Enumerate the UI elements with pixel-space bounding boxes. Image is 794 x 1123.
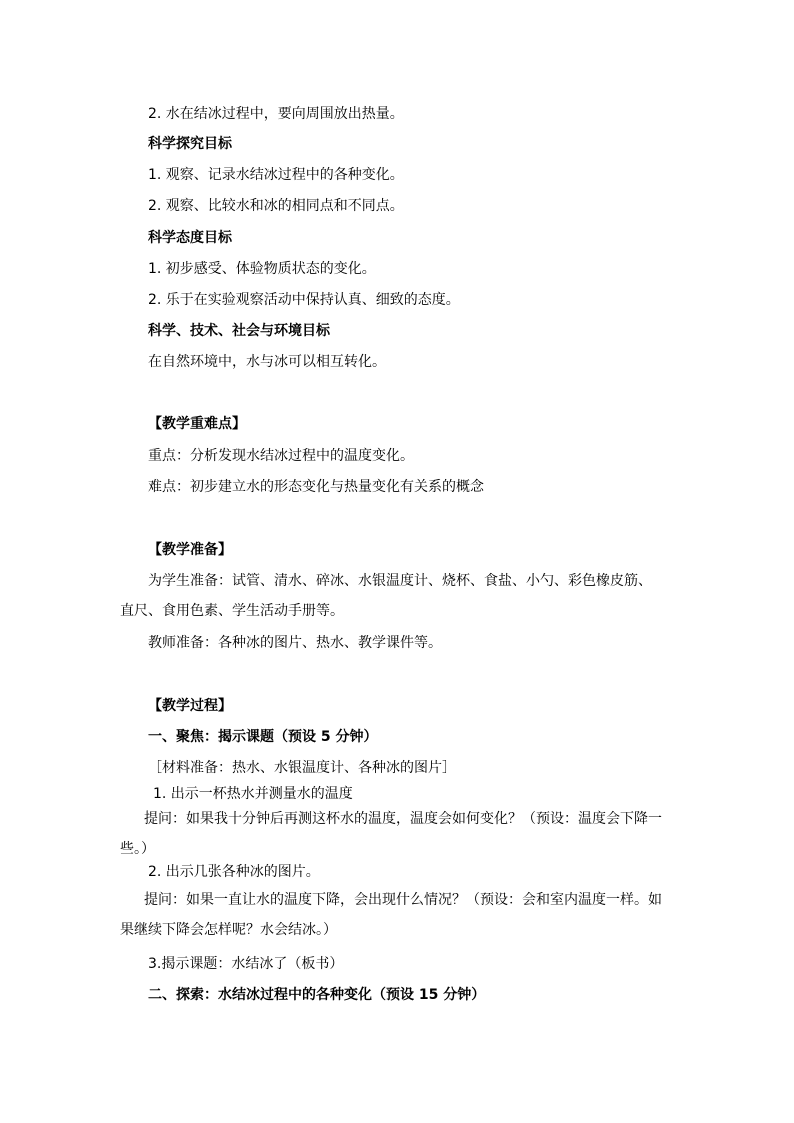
heading-key-points: 【教学重难点】	[148, 416, 246, 432]
section-1-step-3: 3.揭示课题：水结冰了（板书）	[148, 956, 344, 972]
heading-stse-goals: 科学、技术、社会与环境目标	[148, 323, 330, 339]
prep-teacher: 教师准备：各种冰的图片、热水、教学课件等。	[148, 635, 442, 651]
difficulty-point: 难点：初步建立水的形态变化与热量变化有关系的概念	[148, 479, 484, 495]
goal-inquiry-2: 2. 观察、比较水和冰的相同点和不同点。	[148, 198, 404, 214]
section-2-title: 二、探索：水结冰过程中的各种变化（预设 15 分钟）	[148, 987, 486, 1003]
goal-inquiry-1: 1. 观察、记录水结冰过程中的各种变化。	[148, 167, 404, 183]
section-1-materials: ［材料准备：热水、水银温度计、各种冰的图片］	[148, 760, 456, 776]
prep-student: 为学生准备：试管、清水、碎冰、水银温度计、烧杯、食盐、小勺、彩色橡皮筋、直尺、食用色素、学生活动手册等。	[120, 573, 652, 619]
goal-knowledge-2: 2. 水在结冰过程中，要向周围放出热量。	[148, 106, 404, 122]
heading-preparation: 【教学准备】	[148, 542, 232, 558]
heading-inquiry-goals: 科学探究目标	[148, 136, 232, 152]
section-1-question-2: 提问：如果一直让水的温度下降，会出现什么情况？（预设：会和室内温度一样。如果继续下降会怎样呢？水会结冰。）	[120, 892, 662, 938]
goal-stse-1: 在自然环境中，水与冰可以相互转化。	[148, 354, 386, 370]
goal-attitude-1: 1. 初步感受、体验物质状态的变化。	[148, 261, 376, 277]
goal-attitude-2: 2. 乐于在实验观察活动中保持认真、细致的态度。	[148, 292, 460, 308]
key-point: 重点：分析发现水结冰过程中的温度变化。	[148, 448, 414, 464]
section-1-step-2: 2. 出示几张各种冰的图片。	[148, 864, 320, 880]
section-1-step-1: 1. 出示一杯热水并测量水的温度	[153, 786, 353, 802]
heading-attitude-goals: 科学态度目标	[148, 230, 232, 246]
heading-process: 【教学过程】	[148, 698, 232, 714]
section-1-question-1: 提问：如果我十分钟后再测这杯水的温度，温度会如何变化？（预设：温度会下降一些。）	[120, 811, 662, 857]
section-1-title: 一、聚焦：揭示课题（预设 5 分钟）	[148, 729, 378, 745]
